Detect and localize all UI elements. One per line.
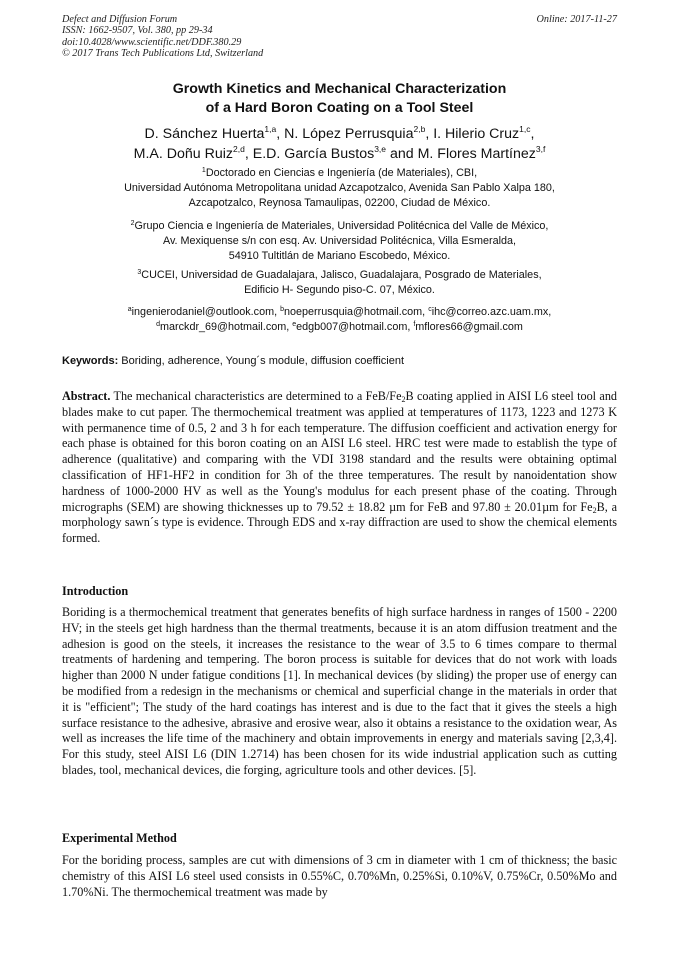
author-affil-mark: 1,a bbox=[264, 124, 277, 134]
email-link[interactable]: marckdr_69@hotmail.com, bbox=[160, 321, 290, 333]
keywords bbox=[62, 354, 617, 369]
author-name: M.A. Doñu Ruiz bbox=[133, 146, 234, 162]
affil-line: CUCEI, Universidad de Guadalajara, Jalisco, Guadalajara, Posgrado de Materiales, bbox=[141, 269, 542, 281]
author-affil-mark: 1,c bbox=[519, 124, 531, 134]
author-name: E.D. García Bustos bbox=[252, 146, 375, 162]
section-heading-introduction: Introduction bbox=[62, 584, 129, 598]
affil-mark: 1 bbox=[201, 167, 206, 174]
abstract bbox=[62, 389, 617, 547]
affiliation-1 bbox=[62, 166, 617, 211]
abstract-text: B, a morphology sawn´s type is evidence. Through EDS and x-ray diffraction are used to show the chemical elements formed. bbox=[62, 499, 617, 546]
author-name: M. Flores Martínez bbox=[417, 146, 536, 162]
author-line-1: D. Sánchez Huerta$^{1,a}$, N. López Perrusquia$^{2,b}$, I. Hilerio Cruz$^{1,c}$, bbox=[144, 124, 535, 142]
abstract-label: Abstract. bbox=[62, 389, 111, 403]
affiliation-2 bbox=[62, 219, 617, 264]
author-list bbox=[62, 124, 617, 164]
affil-line: Grupo Ciencia e Ingeniería de Materiales, Universidad Politécnica del Valle de México, bbox=[134, 220, 549, 232]
subscript: 2 bbox=[592, 505, 597, 515]
author-affil-mark: 2,d bbox=[233, 144, 245, 154]
author-name: N. López Perrusquia bbox=[284, 126, 414, 142]
author-name: I. Hilerio Cruz bbox=[433, 126, 520, 142]
author-emails: $^a$ingenierodaniel@outlook.com, $^b$noeperrusquia@hotmail.com, $^c$ihc@correo.azc.uam.mx, $^d$marckdr_69@hotmail.com, $^e$edgb007@hotmail.com, $^f$mflores66@gmail.com bbox=[127, 306, 552, 333]
journal-issn: ISSN: 1662-9507, Vol. 380, pp 29-34 bbox=[62, 25, 213, 37]
email-link[interactable]: ingenierodaniel@outlook.com, bbox=[131, 306, 278, 318]
online-date: Online: 2017-11-27 bbox=[536, 14, 617, 25]
author-affil-mark: 3,f bbox=[535, 144, 546, 154]
author-affil-mark: 3,e bbox=[374, 144, 387, 154]
email-link[interactable]: ihc@correo.azc.uam.mx, bbox=[431, 306, 552, 318]
keywords-label: Keywords: bbox=[62, 355, 119, 367]
experimental-paragraph: For the boriding process, samples are cut with dimensions of 3 cm in diameter with 1 cm of thickness; the basic chemistry of this AISI L6 steel used consists in 0.55%C, 0.70%Mn, 0.25%Si, 0.10%V, 0.75%Cr, 0.50%Mo and 1.70%Ni. The thermochemical treatment was made by bbox=[62, 853, 617, 899]
affil-line: 54910 Tultitlán de Mariano Escobedo, México. bbox=[228, 250, 451, 262]
introduction-paragraph: Boriding is a thermochemical treatment that generates benefits of high surface hardness in ranges of 1500 - 2200 HV; in the steels get high hardness than the thermal treatments, because it is an atom diffusion treatment and the adhesion is good on the steels, it increases the resistance to the wear of 3.5 to 6 times compare to thermal treatments of hardening and tempering. The boron process is suitable for devices that do not work with loads higher than 2000 N under fatigue conditions [1]. In mechanical devices (by sliding) the proper use of energy can be modified from a redesign in the mechanisms or chemical and superficial change in the materials in order that it is "efficient"; The study of the hard coatings has interest and is due to the fact that it gives the steels a high surface resistance to the adhesive, abrasive and erosive wear, also it obtains a resistance to the oxidation wear, As well as increases the life time of the machinery and obtain improvements in energy and materials saving [2,3,4]. For this study, steel AISI L6 (DIN 1.2714) has been chosen for its wide industrial application such as cutting blades, tool, mechanical devices, die forging, agriculture tools and other devices. [5]. bbox=[62, 605, 617, 777]
affil-mark: 3 bbox=[137, 269, 142, 276]
journal-name: Defect and Diffusion Forum bbox=[62, 14, 178, 25]
keywords-text: Boriding, adherence, Young´s module, diffusion coefficient bbox=[118, 355, 405, 367]
journal-copyright: © 2017 Trans Tech Publications Ltd, Switzerland bbox=[62, 47, 264, 59]
email-link[interactable]: noeperrusquia@hotmail.com, bbox=[283, 306, 426, 318]
journal-doi: doi:10.4028/www.scientific.net/DDF.380.29 bbox=[62, 36, 242, 48]
affil-line: Doctorado en Ciencias e Ingeniería (de Materiales), CBI, bbox=[205, 167, 478, 179]
title-line-2: of a Hard Boron Coating on a Tool Steel bbox=[205, 100, 474, 116]
abstract-text: The mechanical characteristics are determined to a FeB/Fe bbox=[110, 389, 402, 403]
journal-header bbox=[62, 14, 617, 59]
abstract-text: B coating applied in AISI L6 steel tool and blades make to cut paper. The thermochemical treatment was applied at temperatures of 1173, 1223 and 1273 K with permanence time of 0.5, 2 and 3 h for each temperature. The diffusion coefficient and activation energy for each phase is obtained for this boron coating on an AISI L6 steel. HRC test were made to establish the type of adherence (qualitative) and comparing with the VDI 3198 standard and the results were obtaining optimal classification of HF1-HF2 in condition for 3h of the three temperatures. The result by nanoidentation show hardness of 1000-2000 HV as well as the Young's modulus for each present phase of the coating. Through micrographs (SEM) are showing thicknesses up to 79.52 ± 18.82 µm for FeB and 97.80 ± 20.01µm for Fe bbox=[62, 389, 618, 514]
author-name: D. Sánchez Huerta bbox=[144, 126, 265, 142]
affil-line: Universidad Autónoma Metropolitana unidad Azcapotzalco, Avenida San Pablo Xalpa 180, bbox=[124, 182, 555, 194]
affil-line: Av. Mexiquense s/n con esq. Av. Universidad Politécnica, Villa Esmeralda, bbox=[162, 235, 517, 247]
affil-line: Azcapotzalco, Reynosa Tamaulipas, 02200, Ciudad de México. bbox=[188, 197, 491, 209]
affil-line: Edificio H- Segundo piso-C. 07, México. bbox=[244, 284, 435, 296]
author-line-2: M.A. Doñu Ruiz$^{2,d}$, E.D. García Bustos$^{3,e}$ and M. Flores Martínez$^{3,f}$ bbox=[133, 144, 546, 162]
affil-mark: 2 bbox=[130, 220, 135, 227]
author-affil-mark: 2,b bbox=[413, 124, 426, 134]
email-link[interactable]: edgb007@hotmail.com, bbox=[296, 321, 411, 333]
title-line-1: Growth Kinetics and Mechanical Characterization bbox=[172, 81, 507, 97]
paper-title bbox=[62, 80, 617, 118]
affiliation-3 bbox=[62, 268, 617, 298]
author-and: and bbox=[389, 146, 414, 162]
email-link[interactable]: mflores66@gmail.com bbox=[415, 321, 523, 333]
section-heading-experimental: Experimental Method bbox=[62, 831, 177, 845]
subscript: 2 bbox=[401, 395, 406, 404]
